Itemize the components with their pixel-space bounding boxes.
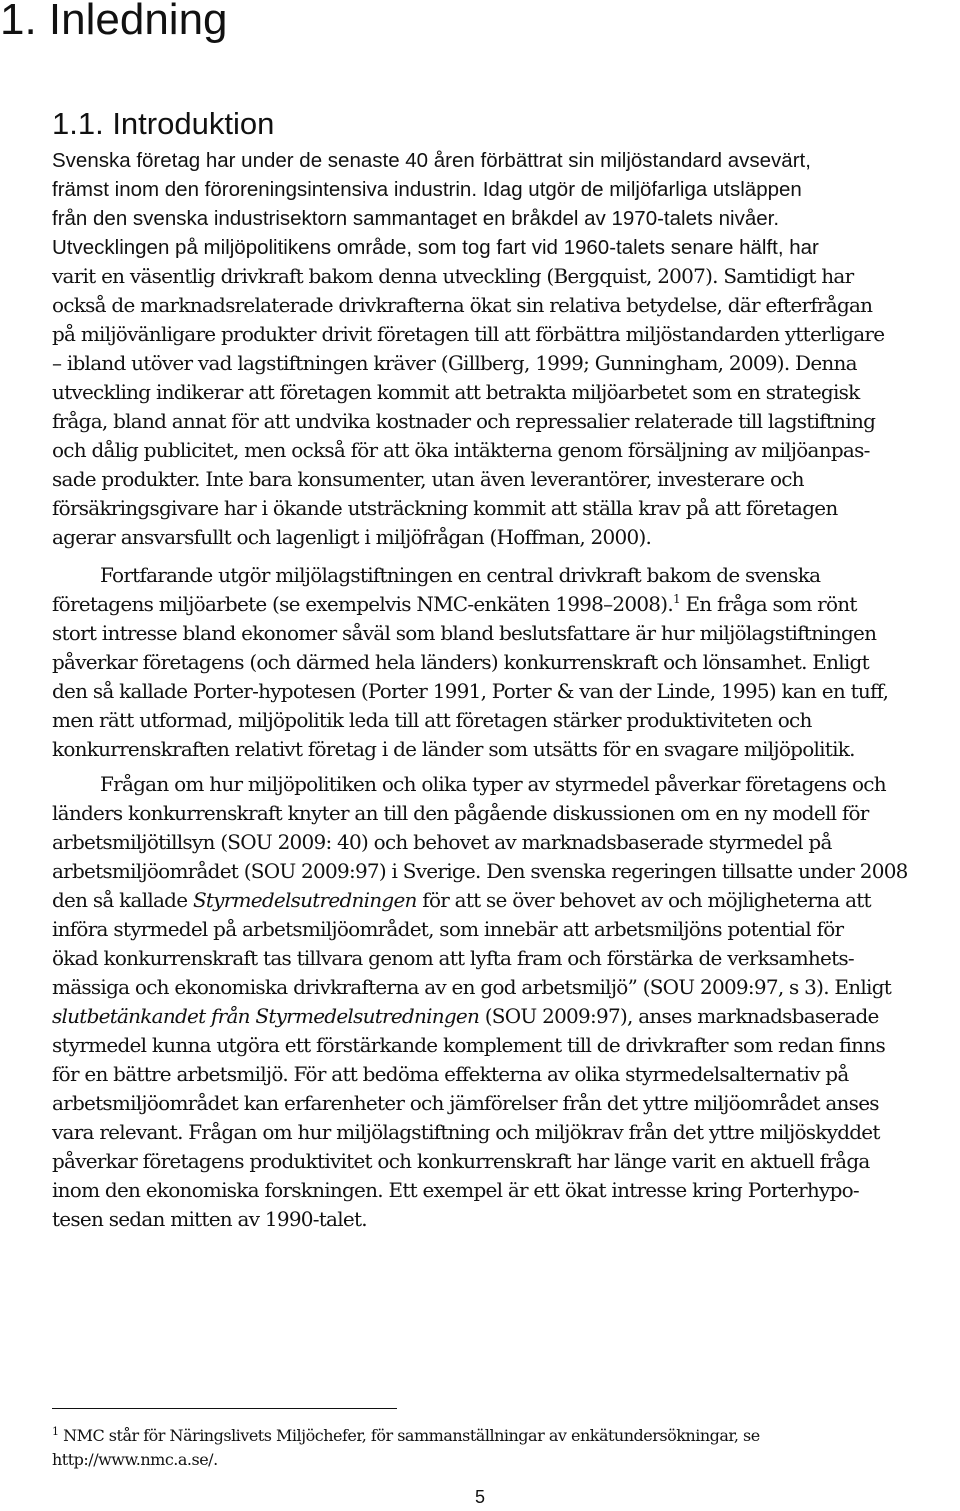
paragraph-line: inom den ekonomiska forskningen. Ett exempel är ett ökat intresse kring Porterhypo- — [52, 1178, 859, 1202]
paragraph-3 — [52, 770, 932, 1234]
paragraph-text: för att se över behovet av och möjligheterna att — [416, 888, 871, 912]
paragraph-line: påverkar företagens produktivitet och konkurrenskraft har länge varit en aktuell fråga — [52, 1149, 870, 1173]
paragraph-line: Frågan om hur miljöpolitiken och olika typer av styrmedel påverkar företagens och — [100, 772, 886, 796]
paragraph-line — [52, 1002, 932, 1031]
footnote-line — [52, 1424, 932, 1448]
paragraph-line: konkurrenskraften relativt företag i de länder som utsätts för en svagare miljöpolitik. — [52, 737, 855, 761]
paragraph-line: på miljövänligare produkter drivit företagen till att förbättra miljöstandarden ytterligare — [52, 322, 885, 346]
paragraph-line: för en bättre arbetsmiljö. För att bedöma effekterna av olika styrmedelsalternativ på — [52, 1062, 849, 1086]
paragraph-line: vara relevant. Frågan om hur miljölagstiftning och miljökrav från det yttre miljöskyddet — [52, 1120, 880, 1144]
footnote-marker: 1 — [52, 1425, 59, 1438]
paragraph-line: Fortfarande utgör miljölagstiftningen en central drivkraft bakom de svenska — [100, 563, 821, 587]
paragraph-line: försäkringsgivare har i ökande utsträckning kommit att ställa krav på att företagen — [52, 496, 838, 520]
paragraph-text: den så kallade — [52, 888, 193, 912]
paragraph-line: och dålig publicitet, men också för att öka intäkterna genom försäljning av miljöanpas- — [52, 438, 870, 462]
paragraph-line: tesen sedan mitten av 1990-talet. — [52, 1207, 367, 1231]
paragraph-line: mässiga och ekonomiska drivkrafterna av en god arbetsmiljö” (SOU 2009:97, s 3). Enligt — [52, 975, 892, 999]
paragraph-line: införa styrmedel på arbetsmiljöområdet, som innebär att arbetsmiljöns potential för — [52, 917, 844, 941]
paragraph-line: från den svenska industrisektorn sammantaget en bråkdel av 1970-talets nivåer. — [52, 207, 780, 230]
paragraph-text: En fråga som rönt — [679, 592, 857, 616]
paragraph-line: ökad konkurrenskraft tas tillvara genom att lyfta fram och förstärka de verksamhets- — [52, 946, 854, 970]
paragraph-line: stort intresse bland ekonomer såväl som bland beslutsfattare är hur miljölagstiftningen — [52, 621, 877, 645]
paragraph-line: främst inom den föroreningsintensiva industrin. Idag utgör de miljöfarliga utsläppen — [52, 178, 802, 201]
italic-title: slutbetänkandet från Styrmedelsutredningen — [52, 1004, 480, 1028]
paragraph-line: också de marknadsrelaterade drivkrafterna ökat sin relativa betydelse, där efterfrågan — [52, 293, 873, 317]
italic-title: Styrmedelsutredningen — [192, 888, 417, 912]
footnote-text: NMC står för Näringslivets Miljöchefer, för sammanställningar av enkätundersökningar, se — [58, 1426, 760, 1445]
footnote-separator — [52, 1408, 397, 1409]
paragraph-line: Svenska företag har under de senaste 40 åren förbättrat sin miljöstandard avsevärt, — [52, 149, 811, 172]
footnote-ref[interactable]: 1 — [672, 592, 680, 606]
paragraph-1 — [52, 146, 932, 552]
paragraph-line: påverkar företagens (och därmed hela länders) konkurrenskraft och lönsamhet. Enligt — [52, 650, 869, 674]
paragraph-line: den så kallade Porter-hypotesen (Porter 1991, Porter & van der Linde, 1995) kan en tuff, — [52, 679, 889, 703]
paragraph-line: sade produkter. Inte bara konsumenter, utan även leverantörer, investerare och — [52, 467, 804, 491]
paragraph-line: Utvecklingen på miljöpolitikens område, som tog fart vid 1960-talets senare hälft, har — [52, 236, 819, 259]
footnote-link[interactable]: http://www.nmc.a.se/. — [52, 1450, 218, 1469]
paragraph-line: utveckling indikerar att företagen kommit att betrakta miljöarbetet som en strategisk — [52, 380, 860, 404]
paragraph-line: arbetsmiljötillsyn (SOU 2009: 40) och behovet av marknadsbaserade styrmedel på — [52, 830, 832, 854]
paragraph-line: styrmedel kunna utgöra ett förstärkande komplement till de drivkrafter som redan finns — [52, 1033, 885, 1057]
page-number: 5 — [474, 1487, 485, 1507]
paragraph-line: arbetsmiljöområdet (SOU 2009:97) i Sverige. Den svenska regeringen tillsatte under 2008 — [52, 859, 908, 883]
paragraph-line: länders konkurrenskraft knyter an till den pågående diskussionen om en ny modell för — [52, 801, 869, 825]
paragraph-line: agerar ansvarsfullt och lagenligt i miljöfrågan (Hoffman, 2000). — [52, 525, 652, 549]
section-heading: 1.1. Introduktion — [52, 106, 275, 141]
paragraph-line: men rätt utformad, miljöpolitik leda till att företagen stärker produktiviteten och — [52, 708, 812, 732]
footnote — [52, 1424, 932, 1472]
chapter-heading: 1. Inledning — [0, 0, 228, 44]
paragraph-line — [52, 886, 932, 915]
paragraph-line — [52, 590, 932, 619]
paragraph-line: arbetsmiljöområdet kan erfarenheter och jämförelser från det yttre miljöområdet anses — [52, 1091, 879, 1115]
paragraph-line: varit en väsentlig drivkraft bakom denna utveckling (Bergquist, 2007). Samtidigt har — [52, 264, 854, 288]
paragraph-text: (SOU 2009:97), anses marknadsbaserade — [479, 1004, 879, 1028]
paragraph-text: företagens miljöarbete (se exempelvis NMC-enkäten 1998–2008). — [52, 592, 673, 616]
paragraph-line: – ibland utöver vad lagstiftningen kräver (Gillberg, 1999; Gunningham, 2009). Denna — [52, 351, 857, 375]
paragraph-2 — [52, 561, 932, 764]
paragraph-line: fråga, bland annat för att undvika kostnader och repressalier relaterade till lagstiftning — [52, 409, 876, 433]
